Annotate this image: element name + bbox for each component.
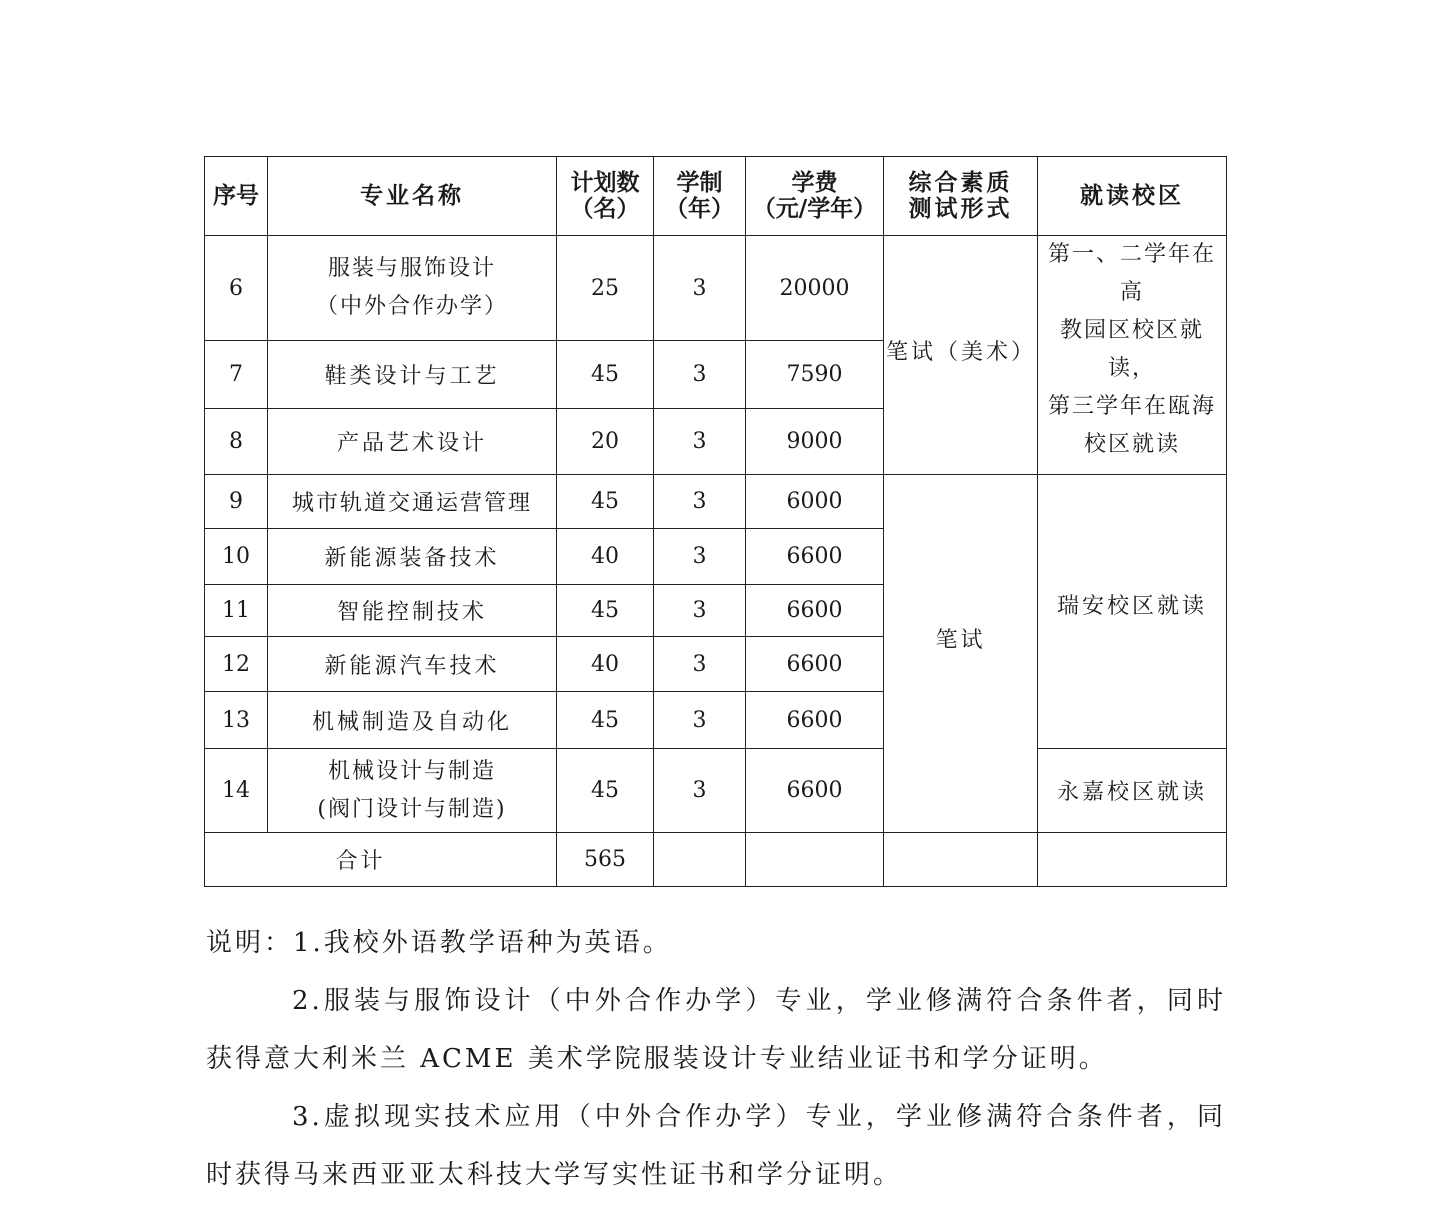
cell-fee: 7590 <box>746 341 884 409</box>
cell-test-form-written: 笔试 <box>884 475 1038 833</box>
note-3-line-1: 3.虚拟现实技术应用（中外合作办学）专业，学业修满符合条件者，同 <box>292 1102 1226 1132</box>
table-header-row <box>205 157 1227 236</box>
cell-major: 服装与服饰设计 （中外合作办学） <box>268 236 557 341</box>
cell-major: 机械制造及自动化 <box>268 692 557 749</box>
cell-fee: 6000 <box>746 475 884 529</box>
notes-section <box>206 914 1226 1204</box>
note-2-line-2: 获得意大利米兰 ACME 美术学院服装设计专业结业证书和学分证明。 <box>206 1044 1108 1074</box>
total-label: 合计 <box>205 833 557 887</box>
cell-years: 3 <box>654 475 746 529</box>
header-years: 学制 （年） <box>654 157 746 236</box>
cell-major: 新能源装备技术 <box>268 529 557 585</box>
cell-seq: 11 <box>205 585 268 637</box>
cell-campus-group1: 第一、二学年在高 教园区校区就读， 第三学年在瓯海 校区就读 <box>1038 236 1227 475</box>
cell-seq: 10 <box>205 529 268 585</box>
enrollment-plan-table <box>204 156 1227 887</box>
note-1: 说明：1.我校外语教学语种为英语。 <box>206 928 672 958</box>
cell-major: 产品艺术设计 <box>268 408 557 474</box>
cell-fee: 6600 <box>746 585 884 637</box>
cell-years: 3 <box>654 236 746 341</box>
cell-major: 机械设计与制造 (阀门设计与制造) <box>268 749 557 833</box>
total-test-empty <box>884 833 1038 887</box>
cell-plan: 45 <box>557 692 654 749</box>
table-total-row <box>205 833 1227 887</box>
cell-fee: 20000 <box>746 236 884 341</box>
cell-years: 3 <box>654 529 746 585</box>
total-fee-empty <box>746 833 884 887</box>
total-years-empty <box>654 833 746 887</box>
cell-years: 3 <box>654 749 746 833</box>
cell-test-form-art: 笔试（美术） <box>884 236 1038 475</box>
cell-years: 3 <box>654 692 746 749</box>
cell-seq: 9 <box>205 475 268 529</box>
header-major: 专业名称 <box>268 157 557 236</box>
cell-fee: 6600 <box>746 749 884 833</box>
cell-campus-yongjia: 永嘉校区就读 <box>1038 749 1227 833</box>
total-campus-empty <box>1038 833 1227 887</box>
cell-seq: 14 <box>205 749 268 833</box>
note-2-line-1: 2.服装与服饰设计（中外合作办学）专业，学业修满符合条件者，同时 <box>292 986 1226 1016</box>
cell-plan: 25 <box>557 236 654 341</box>
cell-major: 城市轨道交通运营管理 <box>268 475 557 529</box>
table-row <box>205 475 1227 529</box>
cell-fee: 9000 <box>746 408 884 474</box>
header-seq: 序号 <box>205 157 268 236</box>
table-row <box>205 236 1227 341</box>
header-campus: 就读校区 <box>1038 157 1227 236</box>
cell-years: 3 <box>654 408 746 474</box>
note-3-line-2: 时获得马来西亚亚太科技大学写实性证书和学分证明。 <box>206 1160 903 1190</box>
cell-years: 3 <box>654 341 746 409</box>
cell-plan: 45 <box>557 475 654 529</box>
cell-major: 智能控制技术 <box>268 585 557 637</box>
header-test-form: 综合素质 测试形式 <box>884 157 1038 236</box>
cell-major: 新能源汽车技术 <box>268 637 557 692</box>
cell-plan: 45 <box>557 585 654 637</box>
cell-fee: 6600 <box>746 692 884 749</box>
cell-plan: 40 <box>557 529 654 585</box>
cell-plan: 45 <box>557 749 654 833</box>
cell-seq: 6 <box>205 236 268 341</box>
cell-seq: 7 <box>205 341 268 409</box>
cell-years: 3 <box>654 637 746 692</box>
table-row <box>205 749 1227 833</box>
cell-campus-ruian: 瑞安校区就读 <box>1038 475 1227 749</box>
cell-fee: 6600 <box>746 637 884 692</box>
cell-seq: 12 <box>205 637 268 692</box>
cell-seq: 8 <box>205 408 268 474</box>
cell-seq: 13 <box>205 692 268 749</box>
cell-plan: 45 <box>557 341 654 409</box>
cell-fee: 6600 <box>746 529 884 585</box>
header-fee: 学费 （元/学年） <box>746 157 884 236</box>
cell-plan: 40 <box>557 637 654 692</box>
cell-years: 3 <box>654 585 746 637</box>
total-plan: 565 <box>557 833 654 887</box>
header-plan: 计划数 （名） <box>557 157 654 236</box>
cell-major: 鞋类设计与工艺 <box>268 341 557 409</box>
cell-plan: 20 <box>557 408 654 474</box>
